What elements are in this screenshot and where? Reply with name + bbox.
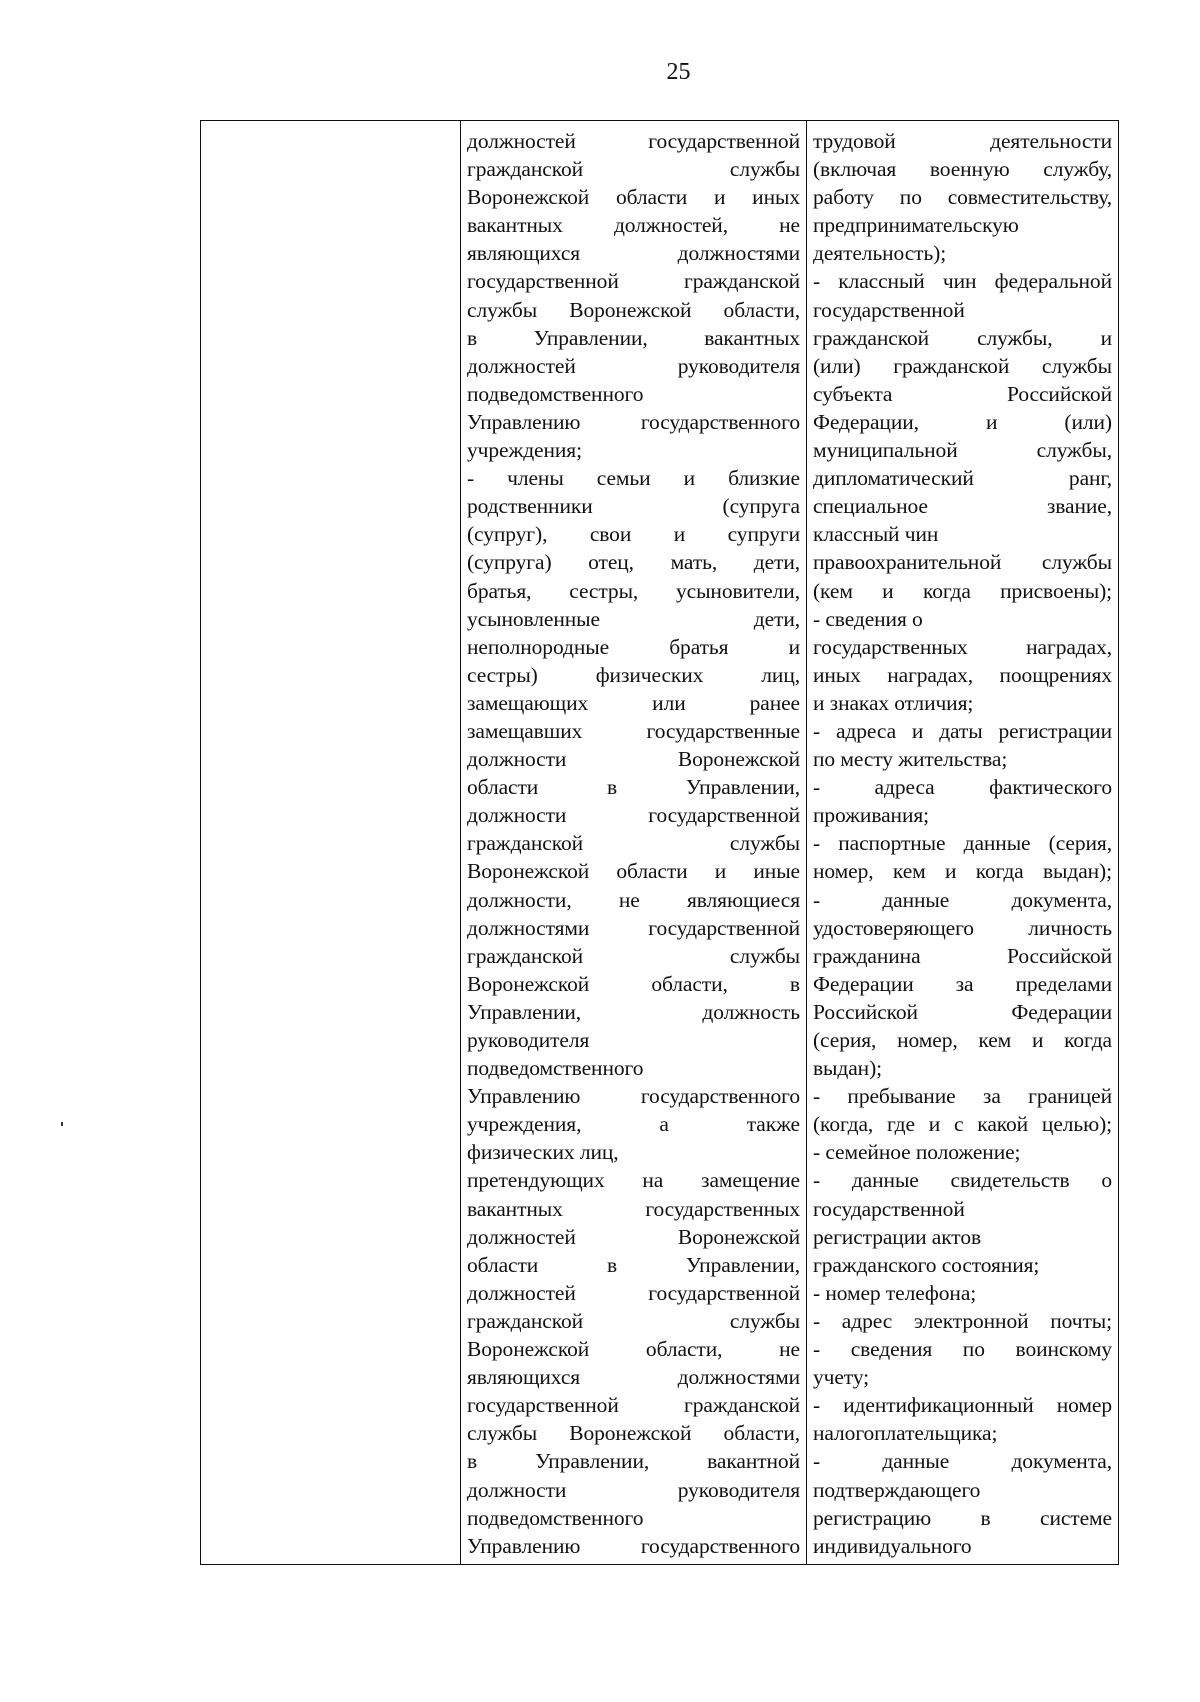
text-line: учету; [813, 1365, 870, 1390]
text-line: Федерации за пределами [813, 971, 1112, 996]
text-line: государственной [813, 1196, 965, 1221]
text-line: государственных наградах, [813, 634, 1112, 659]
text-line: работу по совместительству, [813, 185, 1112, 210]
text-line: - данные свидетельств о [813, 1168, 1112, 1193]
text-line: подтверждающего [813, 1477, 981, 1502]
stray-mark [61, 1122, 63, 1126]
text-line: усыновленные дети, [467, 606, 800, 631]
text-line: должностями государственной [467, 915, 800, 940]
text-line: муниципальной службы, [813, 438, 1112, 463]
text-line: являющихся должностями [467, 1365, 800, 1390]
text-line: подведомственного [467, 1056, 644, 1081]
text-line: являющихся должностями [467, 241, 800, 266]
text-line: Управлению государственного [467, 409, 800, 434]
text-line: подведомственного [467, 1505, 644, 1530]
text-line: деятельность); [813, 241, 947, 266]
text-line: гражданина Российской [813, 943, 1112, 968]
text-line: - данные документа, [813, 1449, 1112, 1474]
text-line: по месту жительства; [813, 747, 1008, 772]
text-line: должностей Воронежской [467, 1224, 800, 1249]
text-line: в Управлении, вакантных [467, 325, 800, 350]
text-line: гражданской службы [467, 831, 800, 856]
text-line: области в Управлении, [467, 1252, 800, 1277]
text-line: - адреса и даты регистрации [813, 718, 1112, 743]
table-column-persons [461, 121, 807, 1564]
text-line: регистрации актов [813, 1224, 982, 1249]
text-line: учреждения, а также [467, 1112, 800, 1137]
text-line: государственной гражданской [467, 1393, 800, 1418]
text-line: должности, не являющиеся [467, 887, 800, 912]
text-line: гражданской службы [467, 943, 800, 968]
text-line: сестры) физических лиц, [467, 662, 800, 687]
text-line: Воронежской области и иные [467, 859, 800, 884]
text-line: Управлению государственного [467, 1533, 800, 1558]
text-line: (супруг), свои и супруги [467, 522, 800, 547]
text-line: дипломатический ранг, [813, 466, 1112, 491]
text-line: - адрес электронной почты; [813, 1308, 1112, 1333]
text-line: удостоверяющего личность [813, 915, 1112, 940]
text-line: - номер телефона; [813, 1280, 977, 1305]
text-line: специальное звание, [813, 494, 1112, 519]
text-line: - идентификационный номер [813, 1393, 1112, 1418]
text-line: должностей государственной [467, 129, 800, 153]
text-line: родственники (супруга [467, 494, 800, 519]
text-line: братья, сестры, усыновители, [467, 578, 800, 603]
text-line: - сведения о [813, 606, 923, 631]
text-line: подведомственного [467, 381, 644, 406]
text-line: гражданской службы [467, 157, 800, 182]
text-line: в Управлении, вакантной [467, 1449, 800, 1474]
text-line: должности руководителя [467, 1477, 800, 1502]
text-line: - адреса фактического [813, 775, 1112, 800]
text-line: замещающих или ранее [467, 690, 800, 715]
text-line: правоохранительной службы [813, 550, 1112, 575]
text-line: - сведения по воинскому [813, 1337, 1112, 1362]
text-line: должности государственной [467, 803, 800, 828]
table-column-empty [201, 121, 461, 1564]
text-line: Федерации, и (или) [813, 409, 1112, 434]
text-line: классный чин [813, 522, 939, 547]
text-line: - паспортные данные (серия, [813, 831, 1112, 856]
text-line: должности Воронежской [467, 747, 800, 772]
text-line: - пребывание за границей [813, 1084, 1112, 1109]
text-line: (серия, номер, кем и когда [813, 1028, 1112, 1052]
text-line: (или) гражданской службы [813, 353, 1112, 378]
text-line: (супруга) отец, мать, дети, [467, 550, 800, 575]
text-line: - данные документа, [813, 887, 1112, 912]
text-line: гражданской службы [467, 1308, 800, 1333]
page-number: 25 [666, 59, 691, 85]
text-line: Воронежской области и иных [467, 185, 800, 210]
text-line: Российской Федерации [813, 999, 1112, 1024]
text-line: гражданского состояния; [813, 1252, 1040, 1277]
text-line: - классный чин федеральной [813, 269, 1112, 294]
table-column-data-categories [807, 121, 1118, 1564]
text-line: (когда, где и с какой целью); [813, 1112, 1112, 1137]
text-line: налогоплательщика; [813, 1421, 998, 1446]
text-line: должностей государственной [467, 1280, 800, 1305]
text-line: вакантных государственных [467, 1196, 800, 1221]
text-line: физических лиц, [467, 1140, 619, 1165]
text-line: - семейное положение; [813, 1140, 1021, 1165]
text-line: регистрацию в системе [813, 1505, 1112, 1530]
text-line: замещавших государственные [467, 718, 800, 743]
text-line: руководителя [467, 1028, 590, 1052]
text-line: гражданской службы, и [813, 325, 1112, 350]
text-line: выдан); [813, 1056, 883, 1081]
text-line: службы Воронежской области, [467, 297, 800, 322]
text-line: учреждения; [467, 438, 582, 463]
text-line: - члены семьи и близкие [467, 466, 800, 491]
text-line: номер, кем и когда выдан); [813, 859, 1112, 884]
text-line: субъекта Российской [813, 381, 1112, 406]
text-line: Воронежской области, в [467, 971, 800, 996]
text-line: государственной [813, 297, 965, 322]
text-line: иных наградах, поощрениях [813, 662, 1112, 687]
text-line: неполнородные братья и [467, 634, 800, 659]
text-line: проживания; [813, 803, 930, 828]
text-line: Воронежской области, не [467, 1337, 800, 1362]
text-line: и знаках отличия; [813, 690, 974, 715]
text-line: службы Воронежской области, [467, 1421, 800, 1446]
text-line: Управлении, должность [467, 999, 800, 1024]
text-line: области в Управлении, [467, 775, 800, 800]
text-line: вакантных должностей, не [467, 213, 800, 238]
document-table [200, 120, 1119, 1565]
text-line: должностей руководителя [467, 353, 800, 378]
text-line: государственной гражданской [467, 269, 800, 294]
text-line: индивидуального [813, 1533, 972, 1558]
text-line: (кем и когда присвоены); [813, 578, 1112, 603]
text-line: (включая военную службу, [813, 157, 1112, 182]
text-line: претендующих на замещение [467, 1168, 800, 1193]
text-line: трудовой деятельности [813, 129, 1112, 153]
text-line: Управлению государственного [467, 1084, 800, 1109]
text-line: предпринимательскую [813, 213, 1019, 238]
